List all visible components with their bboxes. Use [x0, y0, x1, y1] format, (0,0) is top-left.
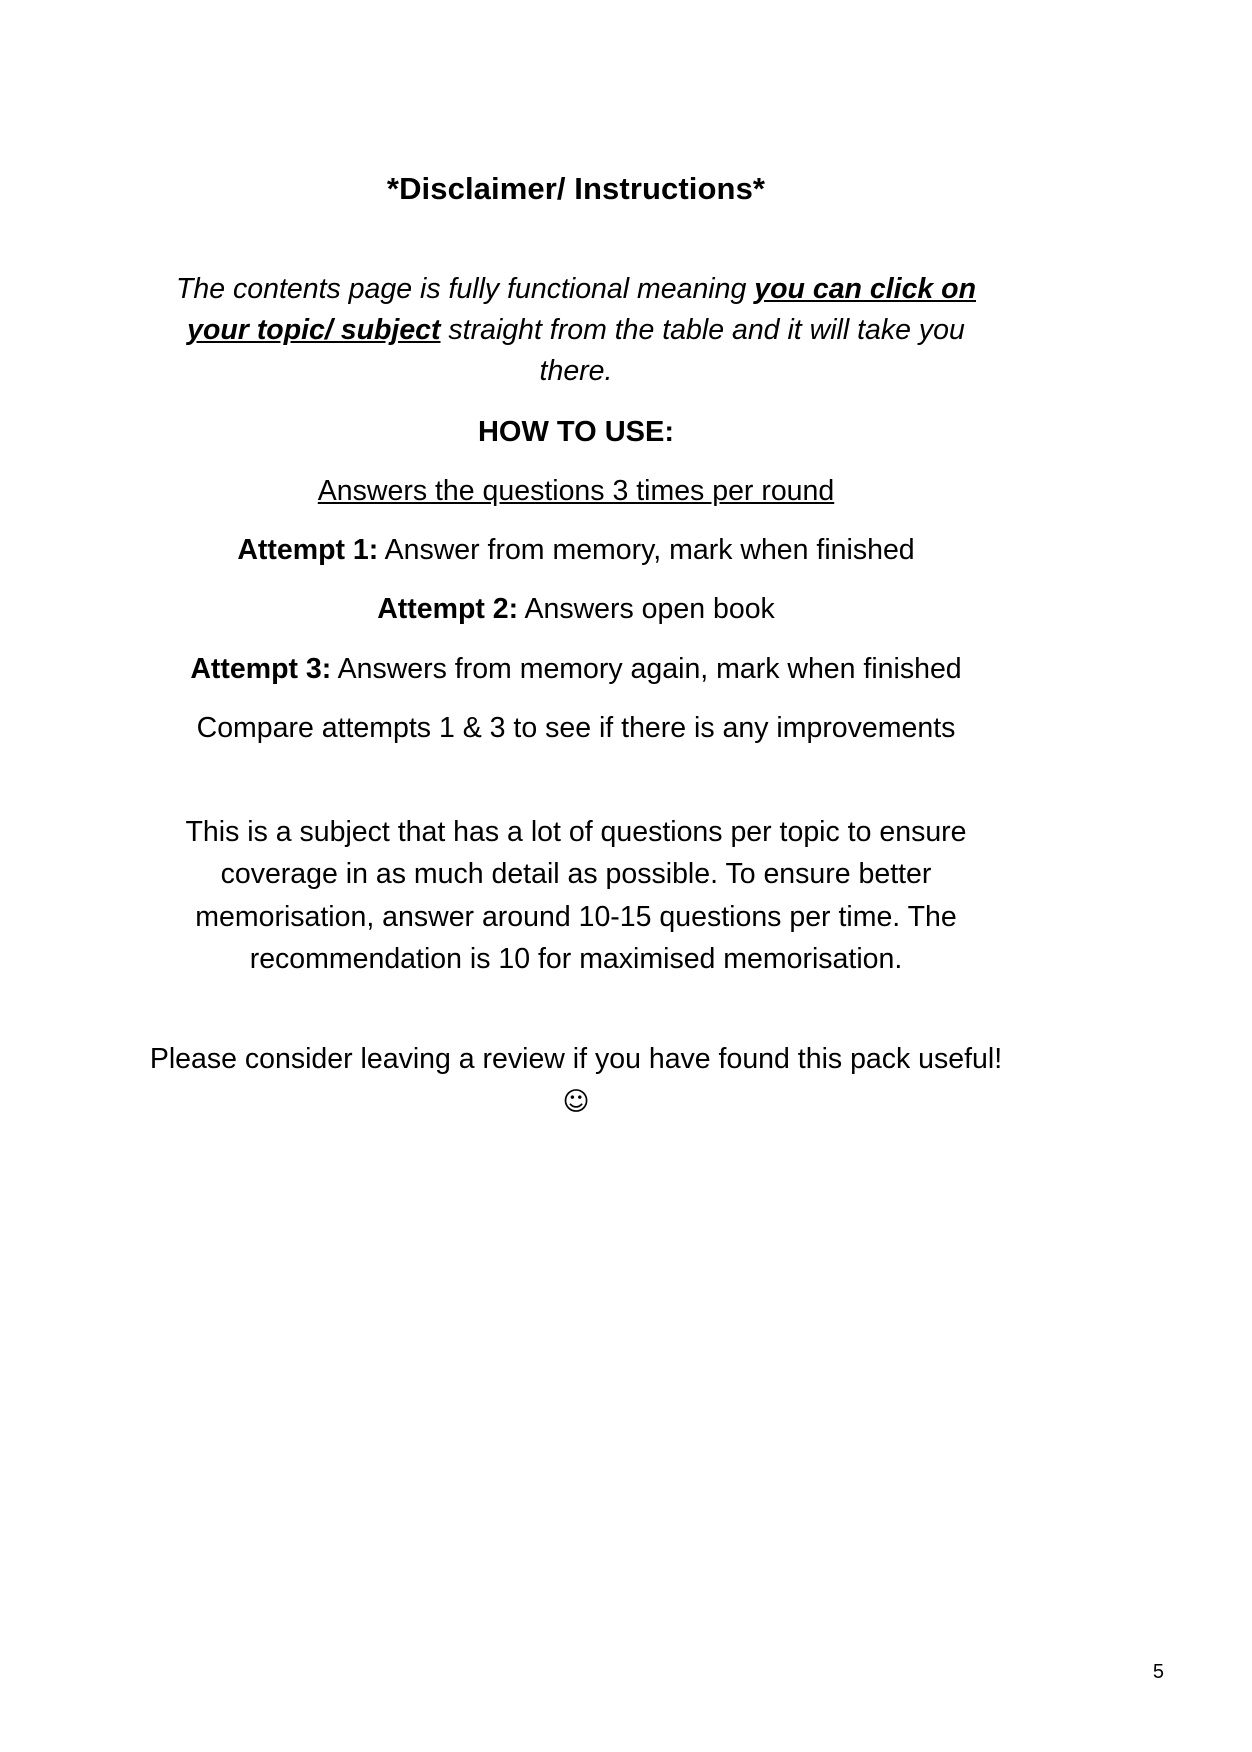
- smiley-face-icon: ☺: [562, 1087, 590, 1118]
- contents-link-emphasis[interactable]: you can click on your topic/ subject: [187, 272, 977, 347]
- spacer: [148, 209, 1004, 269]
- spacer: [148, 571, 1004, 589]
- spacer: [148, 393, 1004, 411]
- spacer: [148, 749, 1004, 811]
- page-number: 5: [1152, 1661, 1164, 1683]
- intro-paragraph: [148, 269, 1004, 393]
- spacer: [148, 453, 1004, 471]
- rounds-note: [148, 471, 1004, 512]
- intro-text-part-2: straight from the table and it will take you there.: [440, 314, 965, 388]
- attempt-line: [148, 649, 1004, 690]
- spacer: [148, 980, 1004, 1038]
- attempt-description: Answers from memory again, mark when finished: [331, 652, 962, 685]
- attempt-line: [148, 530, 1004, 571]
- coverage-paragraph: This is a subject that has a lot of questions per topic to ensure coverage in as much detail as possible. To ensure better memorisation, answer around 10-15 questions per time. The recommendation is 10 for maximised memorisation.: [185, 816, 967, 975]
- intro-text-part-1: The contents page is fully functional meaning: [175, 272, 755, 305]
- spacer: [148, 690, 1004, 708]
- spacer: [148, 631, 1004, 649]
- compare-attempts-note: Compare attempts 1 & 3 to see if there is any improvements: [196, 711, 956, 744]
- attempt-label: Attempt 3:: [190, 652, 332, 685]
- spacer: [148, 512, 1004, 530]
- page-title: *Disclaimer/ Instructions*: [386, 171, 766, 206]
- attempt-label: Attempt 1:: [237, 534, 379, 567]
- closing-paragraph: [148, 1038, 1004, 1122]
- attempt-description: Answer from memory, mark when finished: [378, 534, 915, 567]
- closing-text: Please consider leaving a review if you have found this pack useful!: [149, 1042, 1003, 1075]
- attempt-line: [148, 589, 1004, 630]
- rounds-note-text: Answers the questions 3 times per round: [317, 474, 835, 507]
- attempt-description: Answers open book: [518, 593, 775, 626]
- attempt-label: Attempt 2:: [377, 593, 519, 626]
- page-content: [148, 170, 1004, 1122]
- how-to-use-heading: HOW TO USE:: [477, 415, 675, 448]
